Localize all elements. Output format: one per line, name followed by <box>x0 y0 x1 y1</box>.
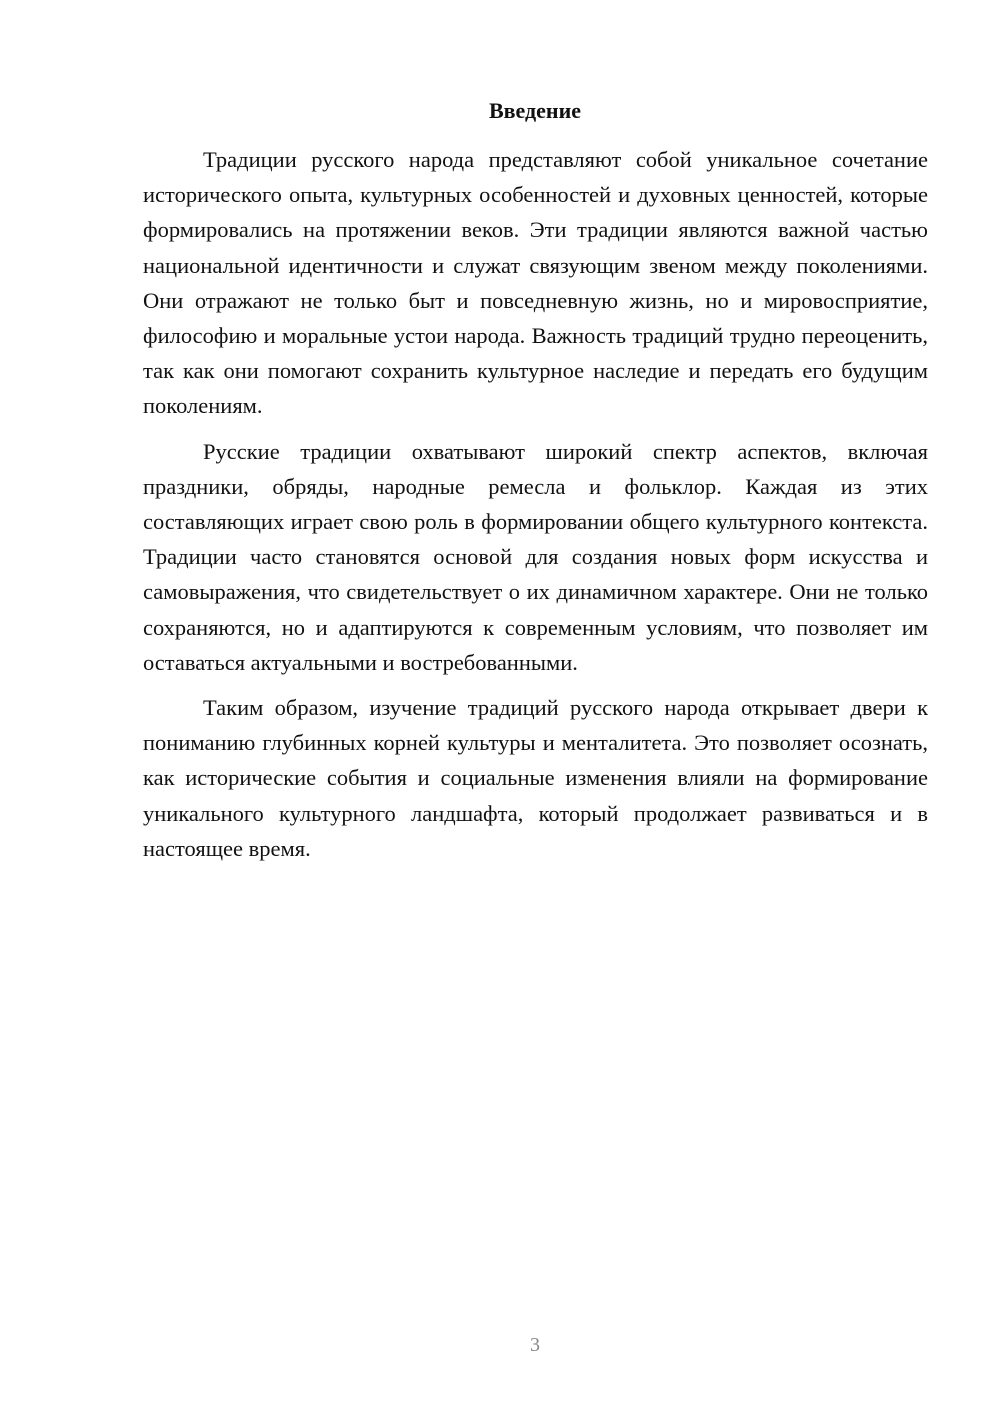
body-text <box>143 142 928 866</box>
paragraph-3: Таким образом, изучение традиций русского народа открывает двери к пониманию глубинных корней культуры и менталитета. Это позволяет осознать, как исторические события и социальные изменения влияли на формирование уникального культурного ландшафта, который продолжает развиваться и в настоящее время. <box>143 695 928 861</box>
page-number: 3 <box>530 1334 540 1356</box>
paragraph-1: Традиции русского народа представляют собой уникальное сочетание исторического опыта, культурных особенностей и духовных ценностей, которые формировались на протяжении веков. Эти традиции являются важной частью национальной идентичности и служат связующим звеном между поколениями. Они отражают не только быт и повседневную жизнь, но и мировосприятие, философию и моральные устои народа. Важность традиций трудно переоценить, так как они помогают сохранить культурное наследие и передать его будущим поколениям. <box>143 147 928 419</box>
paragraph-2: Русские традиции охватывают широкий спектр аспектов, включая праздники, обряды, народные ремесла и фольклор. Каждая из этих составляющих играет свою роль в формировании общего культурного контекста. Традиции часто становятся основой для создания новых форм искусства и самовыражения, что свидетельствует о их динамичном характере. Они не только сохраняются, но и адаптируются к современным условиям, что позволяет им оставаться актуальными и востребованными. <box>143 438 928 675</box>
section-title: Введение <box>488 98 582 123</box>
